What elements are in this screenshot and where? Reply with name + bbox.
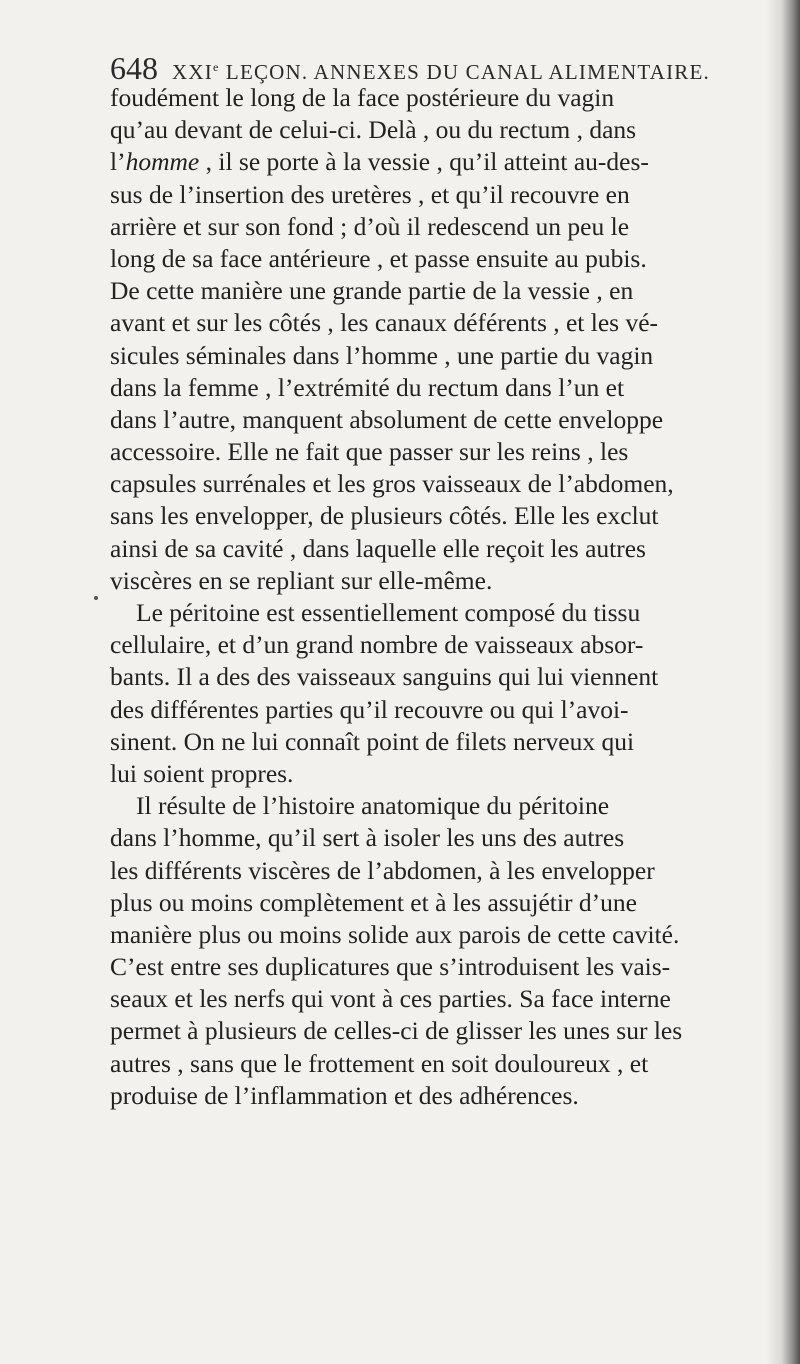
running-head-title: LEÇON. ANNEXES DU CANAL ALIMENTAIRE. (219, 60, 710, 84)
italic-word: homme (125, 147, 200, 177)
text-line: capsules surrénales et les gros vaisseaux de l’abdomen, (110, 469, 674, 499)
body-text (110, 82, 760, 1112)
text-line: cellulaire, et d’un grand nombre de vaisseaux absor- (110, 630, 644, 660)
running-head-lesson: XXI (172, 60, 213, 84)
text-line: De cette manière une grande partie de la vessie , en (110, 276, 634, 306)
text-line: accessoire. Elle ne fait que passer sur les reins , les (110, 437, 629, 467)
text-line: sinent. On ne lui connaît point de filets nerveux qui (110, 726, 635, 756)
text-segment: l’ (110, 147, 126, 177)
text-line: plus ou moins complètement et à les assujétir d’une (110, 887, 637, 917)
text-line: dans la femme , l’extrémité du rectum dans l’un et (110, 372, 625, 402)
text-line: viscères en se repliant sur elle-même. (110, 565, 493, 595)
running-head (172, 60, 710, 84)
text-line: les différents viscères de l’abdomen, à les envelopper (110, 855, 655, 885)
text-segment: , il se porte à la vessie , qu’il atteint au-des- (199, 147, 649, 177)
text-line: dans l’autre, manquent absolument de cette enveloppe (110, 404, 664, 434)
page-edge-shadow (766, 0, 800, 1364)
text-line: permet à plusieurs de celles-ci de glisser les unes sur les (110, 1016, 683, 1046)
text-line: C’est entre ses duplicatures que s’introduisent les vais- (110, 952, 671, 982)
running-head-superscript: e (212, 60, 220, 74)
text-line (110, 146, 760, 178)
margin-mark (94, 596, 98, 600)
text-line: sans les envelopper, de plusieurs côtés. Elle les exclut (110, 501, 659, 531)
text-line: sus de l’insertion des uretères , et qu’il recouvre en (110, 179, 630, 209)
text-line: manière plus ou moins solide aux parois de cette cavité. (110, 919, 680, 949)
text-line: long de sa face antérieure , et passe ensuite au pubis. (110, 243, 647, 273)
text-line: des différentes parties qu’il recouvre ou qui l’avoi- (110, 694, 629, 724)
text-line: bants. Il a des des vaisseaux sanguins qui lui viennent (110, 662, 659, 692)
text-line: autres , sans que le frottement en soit douloureux , et (110, 1048, 649, 1078)
text-line: arrière et sur son fond ; d’où il redescend un peu le (110, 211, 630, 241)
text-line: Il résulte de l’histoire anatomique du péritoine (136, 791, 610, 821)
text-line: foudément le long de la face postérieure du vagin (110, 83, 615, 112)
text-line: qu’au devant de celui-ci. Delà , ou du rectum , dans (110, 115, 637, 145)
text-line: avant et sur les côtés , les canaux déférents , et les vé- (110, 308, 659, 338)
text-line: dans l’homme, qu’il sert à isoler les uns des autres (110, 823, 625, 853)
text-line: Le péritoine est essentiellement composé du tissu (136, 598, 641, 627)
text-line: sicules séminales dans l’homme , une partie du vagin (110, 340, 654, 370)
text-line: seaux et les nerfs qui vont à ces parties. Sa face interne (110, 984, 671, 1014)
page-number: 648 (110, 50, 158, 86)
text-line: lui soient propres. (110, 758, 294, 788)
text-line: ainsi de sa cavité , dans laquelle elle reçoit les autres (110, 533, 646, 563)
text-line: produise de l’inflammation et des adhérences. (110, 1080, 579, 1110)
